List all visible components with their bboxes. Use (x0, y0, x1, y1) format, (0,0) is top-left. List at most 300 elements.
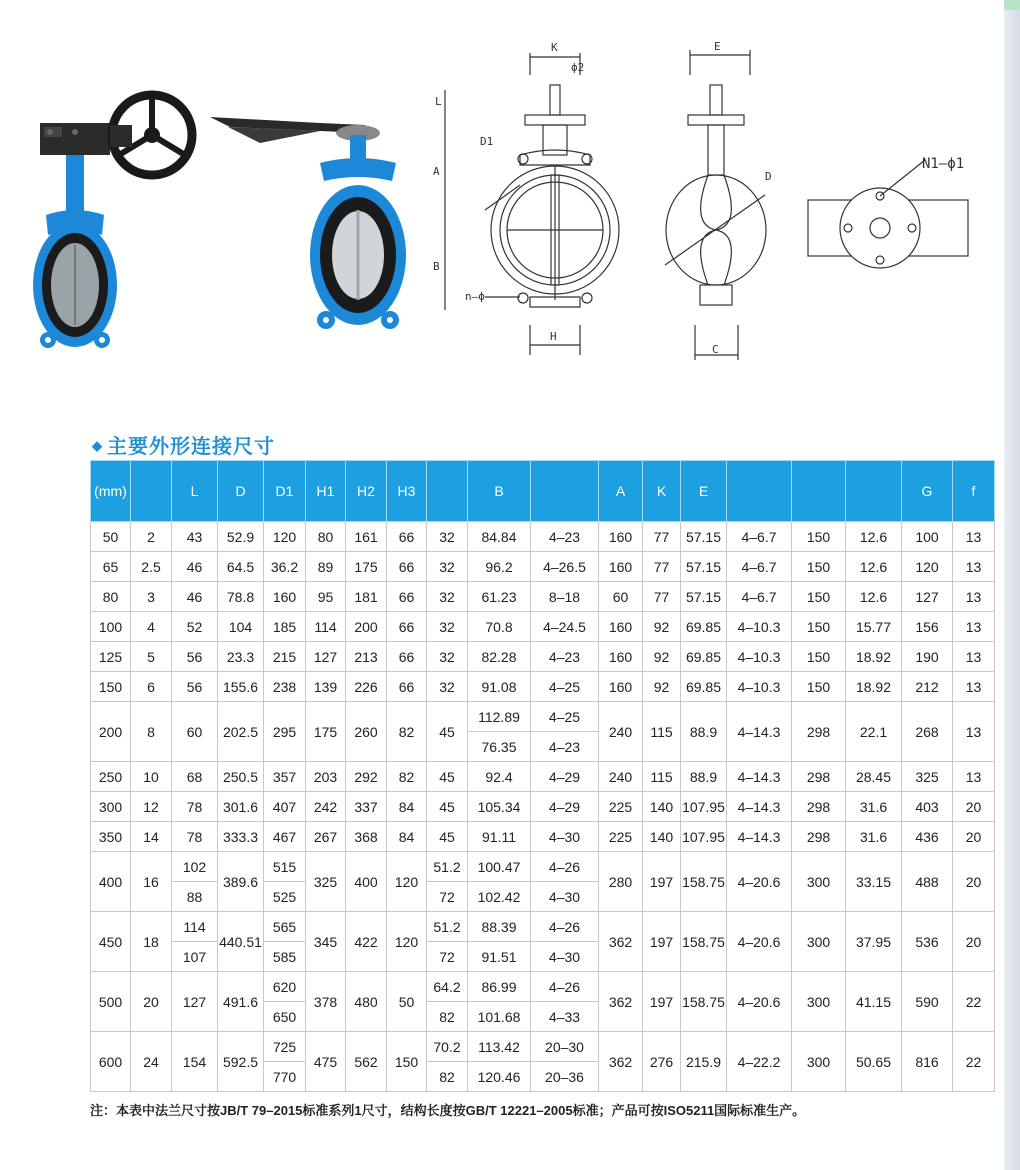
cell: 298 (792, 702, 846, 762)
cell-d: 155.6 (218, 672, 264, 702)
cell-h1: 325 (306, 852, 346, 912)
label-d: D (765, 170, 772, 183)
cell-b: 86.99 (468, 972, 531, 1002)
cell-g: 488 (902, 852, 953, 912)
table-row (91, 912, 995, 942)
cell-k: 140 (643, 822, 681, 852)
cell: 300 (792, 912, 846, 972)
cell-dn: 300 (91, 792, 131, 822)
cell: 32 (427, 672, 468, 702)
cell: 150 (792, 642, 846, 672)
cell: 6 (131, 672, 172, 702)
cell: 64.2 (427, 972, 468, 1002)
cell: 32 (427, 612, 468, 642)
cell-h1: 267 (306, 822, 346, 852)
cell-d: 333.3 (218, 822, 264, 852)
cell: 4–14.3 (727, 762, 792, 792)
cell-f: 13 (953, 642, 995, 672)
cell: 4–26.5 (531, 552, 599, 582)
cell-f: 13 (953, 582, 995, 612)
table-row (91, 762, 995, 792)
cell: 32 (427, 552, 468, 582)
cell-h1: 127 (306, 642, 346, 672)
cell-d1: 215 (264, 642, 306, 672)
cell-e: 57.15 (681, 522, 727, 552)
cell: 45 (427, 792, 468, 822)
cell-k: 77 (643, 552, 681, 582)
cell-dn: 500 (91, 972, 131, 1032)
cell-e: 158.75 (681, 972, 727, 1032)
cell-l: 88 (172, 882, 218, 912)
header-mm: (mm) (91, 461, 131, 522)
cell: 8–18 (531, 582, 599, 612)
table-row (91, 552, 995, 582)
lever-operated-valve-photo (200, 105, 420, 335)
cell-d: 250.5 (218, 762, 264, 792)
cell-f: 13 (953, 702, 995, 762)
label-e: E (714, 40, 721, 53)
cell-d1: 160 (264, 582, 306, 612)
cell: 4–6.7 (727, 582, 792, 612)
cell-d1: 585 (264, 942, 306, 972)
cell: 20 (131, 972, 172, 1032)
cell: 82 (427, 1002, 468, 1032)
cell-e: 158.75 (681, 912, 727, 972)
cell: 4–6.7 (727, 552, 792, 582)
page-edge-strip (1004, 0, 1020, 1170)
cell: 72 (427, 942, 468, 972)
cell-d: 78.8 (218, 582, 264, 612)
cell-f: 13 (953, 672, 995, 702)
cell-dn: 80 (91, 582, 131, 612)
cell: 24 (131, 1032, 172, 1092)
table-row (91, 1032, 995, 1062)
cell-b: 100.47 (468, 852, 531, 882)
cell: 4–20.6 (727, 852, 792, 912)
cell: 150 (792, 582, 846, 612)
cell-d1: 467 (264, 822, 306, 852)
cell-d1: 725 (264, 1032, 306, 1062)
cell-h3: 150 (387, 1032, 427, 1092)
cell-h3: 120 (387, 912, 427, 972)
cell-g: 127 (902, 582, 953, 612)
cell-d1: 515 (264, 852, 306, 882)
cell-h1: 378 (306, 972, 346, 1032)
cell-g: 120 (902, 552, 953, 582)
header-col-17 (846, 461, 902, 522)
table-row (91, 972, 995, 1002)
cell-l: 46 (172, 552, 218, 582)
cell-e: 69.85 (681, 672, 727, 702)
cell-k: 92 (643, 642, 681, 672)
cell-dn: 250 (91, 762, 131, 792)
cell: 22.1 (846, 702, 902, 762)
cell-h3: 66 (387, 672, 427, 702)
cell-dn: 600 (91, 1032, 131, 1092)
cell-e: 57.15 (681, 582, 727, 612)
cell-g: 403 (902, 792, 953, 822)
cell-f: 13 (953, 522, 995, 552)
top-flange-drawing (800, 140, 990, 280)
table-row (91, 612, 995, 642)
cell: 4–30 (531, 882, 599, 912)
header-e: E (681, 461, 727, 522)
cell-b: 61.23 (468, 582, 531, 612)
cell-h2: 200 (346, 612, 387, 642)
cell-k: 197 (643, 852, 681, 912)
cell: 298 (792, 792, 846, 822)
cell: 70.2 (427, 1032, 468, 1062)
cell-d: 440.51 (218, 912, 264, 972)
cell-l: 154 (172, 1032, 218, 1092)
cell: 4–24.5 (531, 612, 599, 642)
cell-b: 105.34 (468, 792, 531, 822)
cell-k: 115 (643, 762, 681, 792)
header-h1: H1 (306, 461, 346, 522)
cell-d1: 357 (264, 762, 306, 792)
cell-h2: 161 (346, 522, 387, 552)
cell: 12.6 (846, 522, 902, 552)
cell-l: 107 (172, 942, 218, 972)
cell: 32 (427, 582, 468, 612)
cell-h3: 66 (387, 552, 427, 582)
cell-h1: 139 (306, 672, 346, 702)
cell-f: 22 (953, 972, 995, 1032)
cell-a: 362 (599, 912, 643, 972)
cell-f: 20 (953, 912, 995, 972)
cell-dn: 200 (91, 702, 131, 762)
cell: 8 (131, 702, 172, 762)
table-row (91, 642, 995, 672)
cell-k: 92 (643, 672, 681, 702)
dimension-table (90, 460, 995, 1092)
cell: 12.6 (846, 582, 902, 612)
header-l: L (172, 461, 218, 522)
label-k: K (551, 41, 558, 54)
cell-d: 491.6 (218, 972, 264, 1032)
cell: 5 (131, 642, 172, 672)
cell-b: 91.11 (468, 822, 531, 852)
cell: 4–23 (531, 522, 599, 552)
header-b: B (468, 461, 531, 522)
header-a: A (599, 461, 643, 522)
cell-k: 77 (643, 522, 681, 552)
cell: 31.6 (846, 792, 902, 822)
cell-b: 112.89 (468, 702, 531, 732)
cell-e: 107.95 (681, 792, 727, 822)
header-g: G (902, 461, 953, 522)
cell-d1: 650 (264, 1002, 306, 1032)
cell: 4–26 (531, 912, 599, 942)
cell-h1: 475 (306, 1032, 346, 1092)
cell-g: 325 (902, 762, 953, 792)
cell-h1: 242 (306, 792, 346, 822)
cell-d1: 407 (264, 792, 306, 822)
cell-e: 69.85 (681, 642, 727, 672)
cell: 20–36 (531, 1062, 599, 1092)
cell: 51.2 (427, 912, 468, 942)
cell-a: 225 (599, 792, 643, 822)
table-row (91, 672, 995, 702)
cell-h3: 84 (387, 822, 427, 852)
cell-l: 68 (172, 762, 218, 792)
cell-h2: 226 (346, 672, 387, 702)
cell-e: 57.15 (681, 552, 727, 582)
table-header-row (91, 461, 995, 522)
cell: 4–22.2 (727, 1032, 792, 1092)
cell: 4–23 (531, 642, 599, 672)
cell-b: 70.8 (468, 612, 531, 642)
cell: 45 (427, 762, 468, 792)
cell: 4–23 (531, 732, 599, 762)
header-col-11 (531, 461, 599, 522)
cell-d: 202.5 (218, 702, 264, 762)
cell: 4–25 (531, 702, 599, 732)
cell-a: 160 (599, 672, 643, 702)
header-col-9 (427, 461, 468, 522)
cell: 298 (792, 762, 846, 792)
cell: 72 (427, 882, 468, 912)
table-row (91, 792, 995, 822)
cell-b: 96.2 (468, 552, 531, 582)
cell-k: 77 (643, 582, 681, 612)
label-h: H (550, 330, 557, 343)
cell-l: 78 (172, 822, 218, 852)
cell-h1: 345 (306, 912, 346, 972)
cell-e: 158.75 (681, 852, 727, 912)
label-a: A (433, 165, 440, 178)
table-row (91, 582, 995, 612)
header-d1: D1 (264, 461, 306, 522)
header-d: D (218, 461, 264, 522)
cell-l: 46 (172, 582, 218, 612)
cell: 15.77 (846, 612, 902, 642)
section-title-text: 主要外形连接尺寸 (107, 436, 275, 458)
cell-e: 107.95 (681, 822, 727, 852)
cell-g: 536 (902, 912, 953, 972)
cell-g: 268 (902, 702, 953, 762)
cell-d1: 620 (264, 972, 306, 1002)
cell-d: 592.5 (218, 1032, 264, 1092)
cell-d1: 36.2 (264, 552, 306, 582)
label-phi2: ϕ2 (571, 61, 585, 74)
cell-h2: 480 (346, 972, 387, 1032)
header-k: K (643, 461, 681, 522)
label-n1-phi1: N1–ϕ1 (922, 156, 965, 172)
cell: 20–30 (531, 1032, 599, 1062)
cell: 150 (792, 552, 846, 582)
side-view-drawing (650, 35, 790, 375)
cell-dn: 450 (91, 912, 131, 972)
cell: 50.65 (846, 1032, 902, 1092)
label-l: L (435, 95, 442, 108)
cell-g: 816 (902, 1032, 953, 1092)
cell-h1: 203 (306, 762, 346, 792)
cell-h1: 80 (306, 522, 346, 552)
cell: 18.92 (846, 672, 902, 702)
cell-a: 160 (599, 552, 643, 582)
cell-d1: 565 (264, 912, 306, 942)
cell-k: 92 (643, 612, 681, 642)
cell-a: 160 (599, 612, 643, 642)
cell: 300 (792, 852, 846, 912)
cell-h3: 66 (387, 642, 427, 672)
cell-a: 280 (599, 852, 643, 912)
cell-h3: 66 (387, 612, 427, 642)
cell-a: 160 (599, 522, 643, 552)
cell-f: 20 (953, 822, 995, 852)
cell-h2: 562 (346, 1032, 387, 1092)
cell-d1: 770 (264, 1062, 306, 1092)
cell-d: 104 (218, 612, 264, 642)
cell-a: 362 (599, 972, 643, 1032)
label-n-phi: n–ϕ (465, 290, 485, 303)
table-row (91, 702, 995, 732)
cell: 32 (427, 642, 468, 672)
cell-a: 240 (599, 762, 643, 792)
cell: 16 (131, 852, 172, 912)
header-f: f (953, 461, 995, 522)
cell: 4–14.3 (727, 792, 792, 822)
cell-e: 88.9 (681, 702, 727, 762)
cell-g: 436 (902, 822, 953, 852)
cell: 300 (792, 1032, 846, 1092)
cell: 4–33 (531, 1002, 599, 1032)
cell-f: 13 (953, 762, 995, 792)
cell-d: 301.6 (218, 792, 264, 822)
label-b: B (433, 260, 440, 273)
cell-h2: 400 (346, 852, 387, 912)
cell-k: 197 (643, 912, 681, 972)
cell-l: 60 (172, 702, 218, 762)
cell-l: 52 (172, 612, 218, 642)
cell: 4–20.6 (727, 972, 792, 1032)
cell: 45 (427, 702, 468, 762)
cell: 4–20.6 (727, 912, 792, 972)
cell: 4–30 (531, 942, 599, 972)
cell: 4–10.3 (727, 642, 792, 672)
cell: 2 (131, 522, 172, 552)
table-row (91, 852, 995, 882)
cell-f: 20 (953, 792, 995, 822)
cell: 10 (131, 762, 172, 792)
cell-dn: 125 (91, 642, 131, 672)
header-col-2 (131, 461, 172, 522)
cell: 12 (131, 792, 172, 822)
cell-h2: 292 (346, 762, 387, 792)
cell-b: 91.51 (468, 942, 531, 972)
cell-f: 13 (953, 612, 995, 642)
cell: 18.92 (846, 642, 902, 672)
cell-b: 92.4 (468, 762, 531, 792)
cell-a: 60 (599, 582, 643, 612)
cell: 4–29 (531, 762, 599, 792)
cell-h2: 422 (346, 912, 387, 972)
cell-e: 88.9 (681, 762, 727, 792)
cell: 12.6 (846, 552, 902, 582)
cell-h3: 84 (387, 792, 427, 822)
cell-h2: 213 (346, 642, 387, 672)
cell-f: 20 (953, 852, 995, 912)
cell-l: 56 (172, 672, 218, 702)
diamond-bullet-icon: ◆ (92, 438, 103, 453)
cell: 33.15 (846, 852, 902, 912)
cell-dn: 50 (91, 522, 131, 552)
gear-operated-valve-photo (30, 85, 200, 355)
cell-e: 215.9 (681, 1032, 727, 1092)
header-h3: H3 (387, 461, 427, 522)
cell: 4–10.3 (727, 612, 792, 642)
cell-b: 91.08 (468, 672, 531, 702)
cell-b: 82.28 (468, 642, 531, 672)
section-title (92, 430, 275, 459)
cell: 4 (131, 612, 172, 642)
cell-g: 212 (902, 672, 953, 702)
cell: 82 (427, 1062, 468, 1092)
cell-a: 362 (599, 1032, 643, 1092)
cell-h1: 89 (306, 552, 346, 582)
cell-a: 240 (599, 702, 643, 762)
cell-k: 197 (643, 972, 681, 1032)
cell-g: 190 (902, 642, 953, 672)
cell: 4–14.3 (727, 822, 792, 852)
cell-h3: 66 (387, 582, 427, 612)
footnote: 注：本表中法兰尺寸按JB/T 79–2015标准系列1尺寸，结构长度按GB/T 12221–2005标准；产品可按ISO5211国际标准生产。 (90, 1103, 806, 1118)
cell-h3: 82 (387, 762, 427, 792)
cell: 37.95 (846, 912, 902, 972)
cell-l: 78 (172, 792, 218, 822)
cell-l: 102 (172, 852, 218, 882)
cell: 2.5 (131, 552, 172, 582)
cell-l: 43 (172, 522, 218, 552)
cell: 3 (131, 582, 172, 612)
cell: 150 (792, 522, 846, 552)
cell: 14 (131, 822, 172, 852)
cell-g: 100 (902, 522, 953, 552)
cell-d1: 295 (264, 702, 306, 762)
cell: 4–29 (531, 792, 599, 822)
cell-h2: 181 (346, 582, 387, 612)
cell: 4–6.7 (727, 522, 792, 552)
header-col-15 (727, 461, 792, 522)
cell-b: 120.46 (468, 1062, 531, 1092)
cell-a: 160 (599, 642, 643, 672)
cell-h3: 50 (387, 972, 427, 1032)
cell-l: 56 (172, 642, 218, 672)
header-h2: H2 (346, 461, 387, 522)
cell-h1: 114 (306, 612, 346, 642)
table-row (91, 522, 995, 552)
cell-d: 389.6 (218, 852, 264, 912)
cell-d1: 185 (264, 612, 306, 642)
cell: 4–26 (531, 852, 599, 882)
cell-dn: 350 (91, 822, 131, 852)
cell-h2: 260 (346, 702, 387, 762)
cell-d: 64.5 (218, 552, 264, 582)
table-row (91, 822, 995, 852)
cell-dn: 150 (91, 672, 131, 702)
cell-d: 52.9 (218, 522, 264, 552)
cell-b: 101.68 (468, 1002, 531, 1032)
cell-b: 76.35 (468, 732, 531, 762)
cell-e: 69.85 (681, 612, 727, 642)
cell: 4–25 (531, 672, 599, 702)
cell-h1: 175 (306, 702, 346, 762)
cell-d1: 120 (264, 522, 306, 552)
label-c: C (712, 343, 719, 356)
cell-f: 22 (953, 1032, 995, 1092)
cell-g: 590 (902, 972, 953, 1032)
